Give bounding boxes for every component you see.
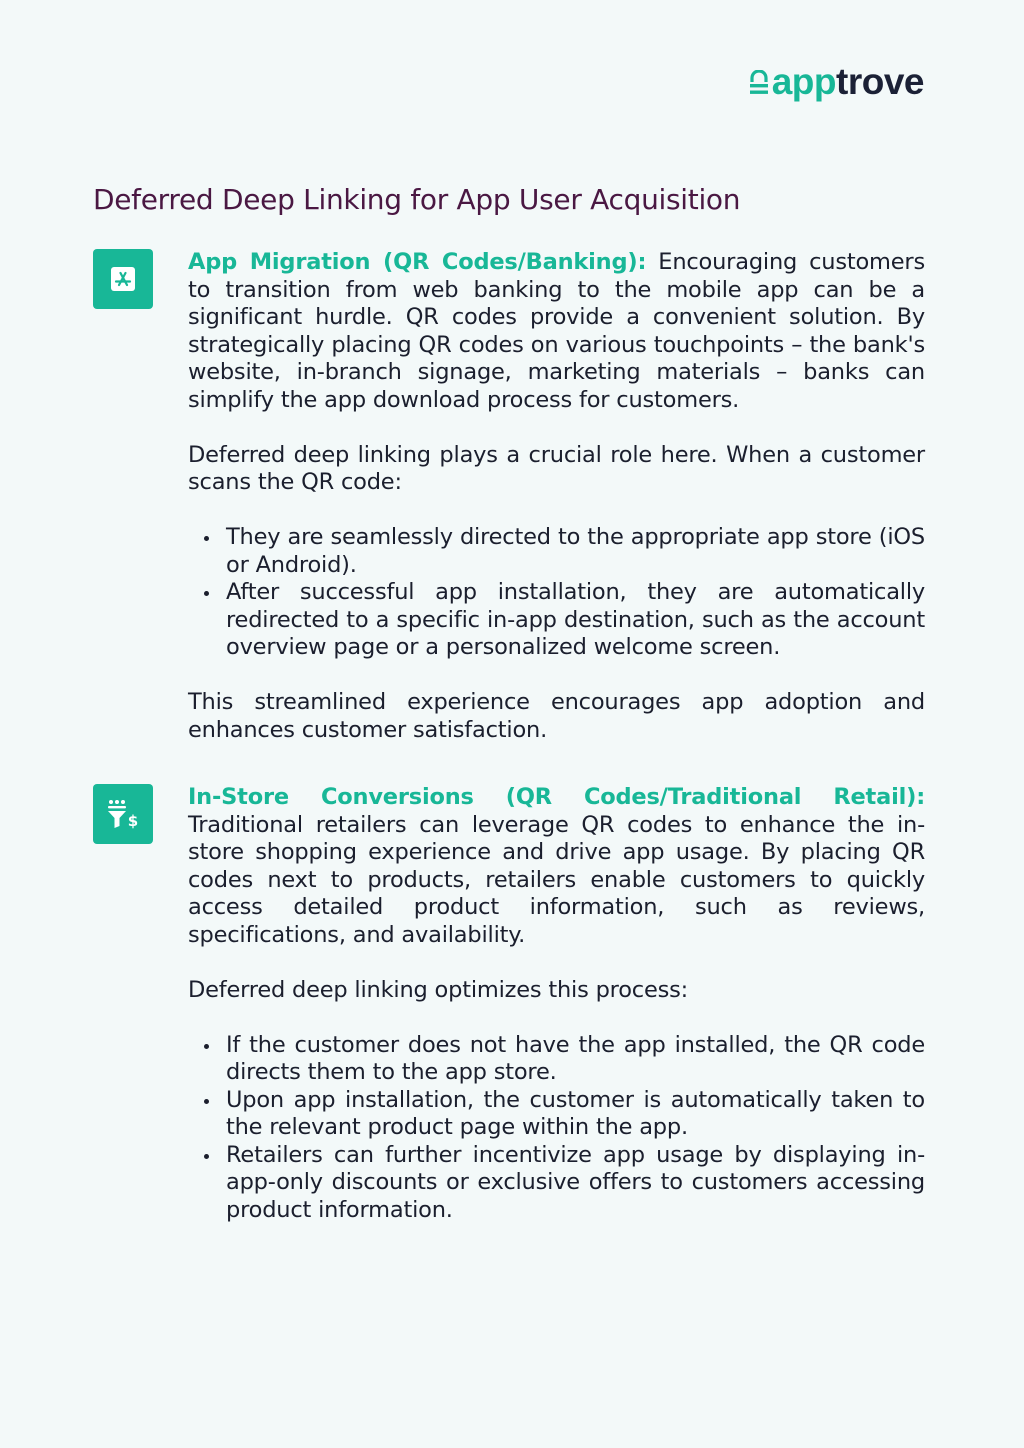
brand-logo: [749, 62, 924, 102]
list-item: Upon app installation, the customer is automatically taken to the relevant product page within the app.: [226, 1086, 925, 1140]
section-closing: This streamlined experience encourages app adoption and enhances customer satisfaction.: [188, 689, 925, 743]
section-intro-text: Traditional retailers can leverage QR codes to enhance the in-store shopping experience and drive app usage. By placing QR codes next to products, retailers enable customers to quickly access detailed product information, such as reviews, specifications, and availability.: [188, 811, 925, 948]
page-title: Deferred Deep Linking for App User Acquisition: [93, 183, 741, 216]
section-intro-text: Encouraging customers to transition from web banking to the mobile app can be a significant hurdle. QR codes provide a convenient solution. By strategically placing QR codes on various touchpoints – the bank's website, in-branch signage, marketing materials – banks can simplify the app download process for customers.: [188, 249, 925, 413]
section-lead: In-Store Conversions (QR Codes/Traditional Retail):: [188, 784, 925, 810]
svg-text:$: $: [127, 812, 139, 830]
app-store-icon: [93, 249, 153, 309]
section-body: [188, 784, 925, 1252]
brand-name-trove: trove: [836, 61, 924, 102]
list-item: They are seamlessly directed to the appropriate app store (iOS or Android).: [226, 524, 925, 578]
brand-name-app: app: [771, 61, 837, 102]
list-item: After successful app installation, they are automatically redirected to a specific in-app destination, such as the account overview page or a personalized welcome screen.: [226, 579, 925, 660]
apptrove-logo-icon: [749, 70, 769, 96]
section-body: [188, 249, 925, 772]
section-intro: [188, 784, 925, 949]
bullet-list: [188, 524, 925, 662]
bullet-list: [188, 1032, 925, 1225]
section-lead: App Migration (QR Codes/Banking):: [188, 249, 647, 275]
section-intro: [188, 249, 925, 414]
conversion-funnel-dollar-icon: [93, 784, 153, 844]
list-item: If the customer does not have the app installed, the QR code directs them to the app store.: [226, 1031, 925, 1085]
section-paragraph: Deferred deep linking optimizes this process:: [188, 976, 689, 1003]
list-item: Retailers can further incentivize app usage by displaying in-app-only discounts or exclusive offers to customers accessing product information.: [226, 1141, 925, 1223]
section-paragraph: Deferred deep linking plays a crucial role here. When a customer scans the QR code:: [188, 441, 925, 495]
